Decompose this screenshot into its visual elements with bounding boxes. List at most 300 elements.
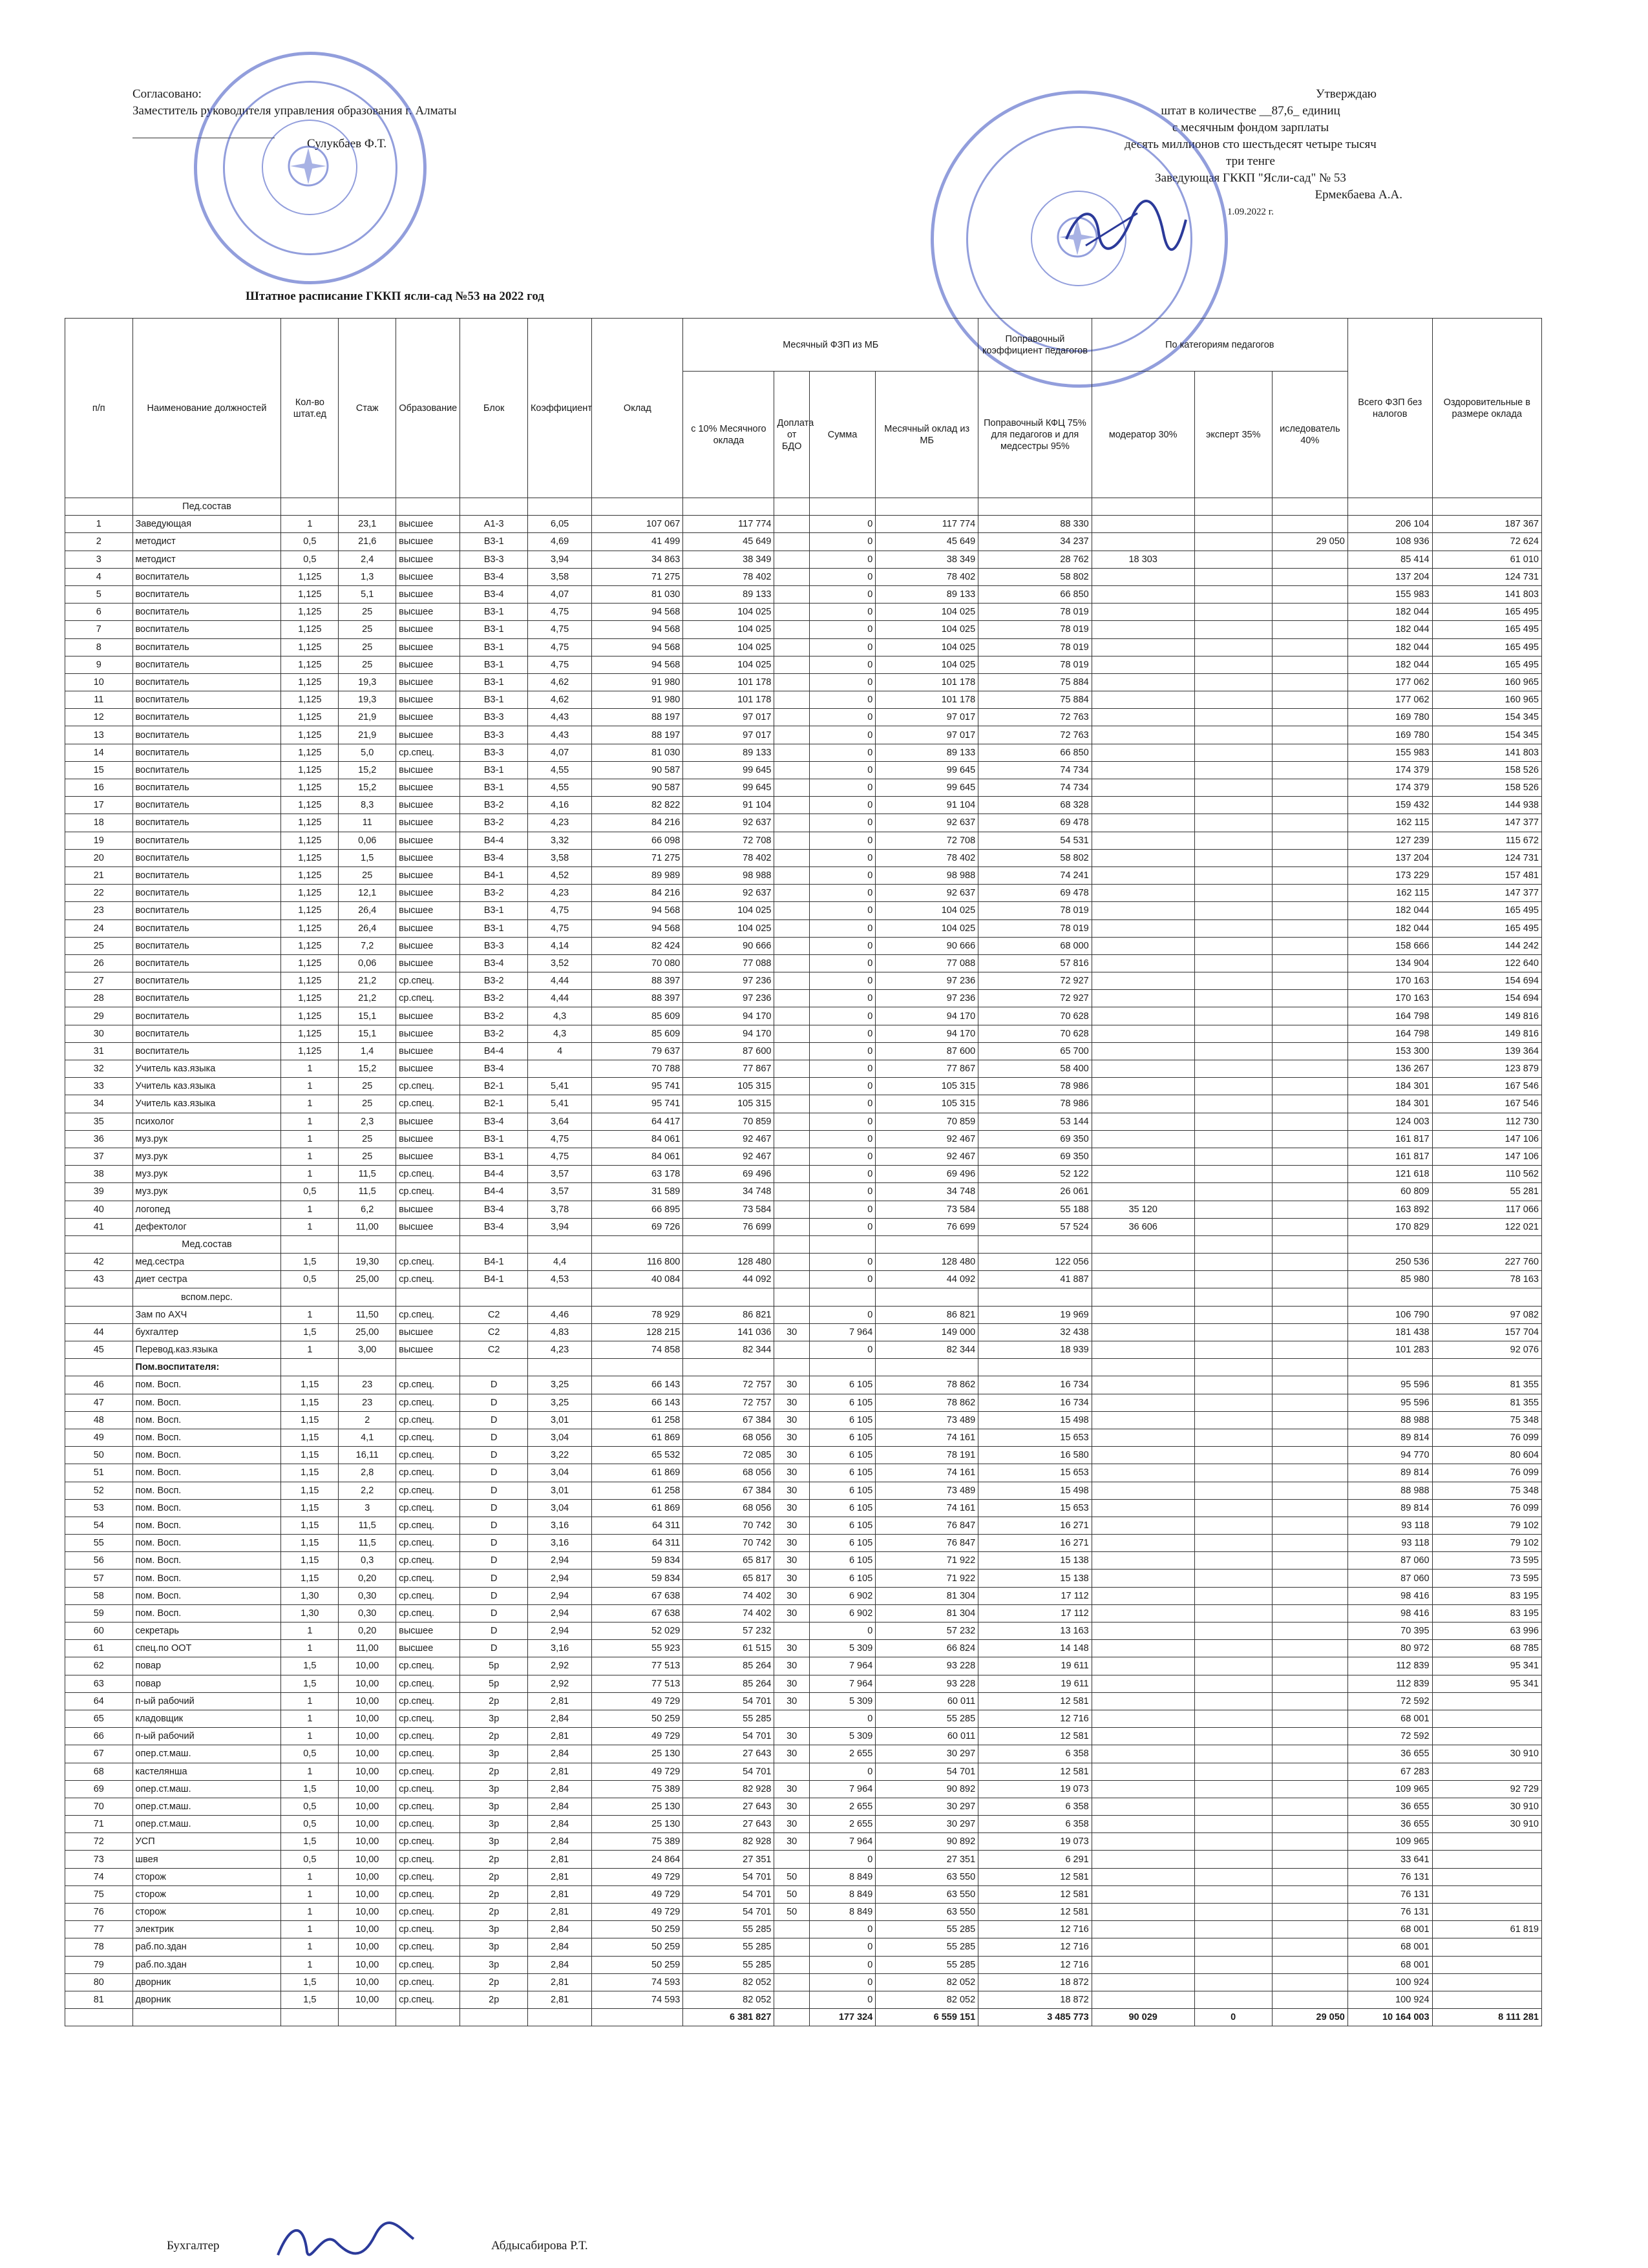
cell: 54 701 <box>683 1868 774 1885</box>
cell: 72 757 <box>683 1394 774 1411</box>
cell: 49 729 <box>592 1885 683 1903</box>
cell: 25 <box>339 1078 396 1095</box>
cell: 49 729 <box>592 1692 683 1710</box>
cell <box>1272 1201 1347 1218</box>
cell: 1 <box>281 1148 339 1165</box>
cell: пом. Восп. <box>132 1535 281 1552</box>
cell: 52 029 <box>592 1622 683 1640</box>
cell: 25 <box>339 604 396 621</box>
cell <box>1092 1306 1194 1323</box>
cell: ср.спец. <box>396 1499 460 1517</box>
cell: 46 <box>65 1376 133 1394</box>
table-row <box>65 1904 1542 1921</box>
cell: 153 300 <box>1347 1042 1432 1060</box>
cell: 0,5 <box>281 1816 339 1833</box>
cell: 2,84 <box>527 1745 591 1763</box>
cell: 19,3 <box>339 673 396 691</box>
cell: 2,92 <box>527 1675 591 1692</box>
cell <box>978 1235 1092 1253</box>
footer-role: Бухгалтер <box>167 2239 220 2252</box>
cell <box>774 1991 809 2008</box>
cell <box>1194 568 1272 585</box>
cell: 0 <box>809 691 875 709</box>
cell: 4,75 <box>527 1148 591 1165</box>
cell: 10,00 <box>339 1675 396 1692</box>
cell <box>1272 1235 1347 1253</box>
cell: 94 770 <box>1347 1447 1432 1464</box>
cell: 14 148 <box>978 1640 1092 1657</box>
cell: 50 259 <box>592 1921 683 1938</box>
cell: высшее <box>396 691 460 709</box>
cell <box>1272 1728 1347 1745</box>
cell: швея <box>132 1851 281 1868</box>
cell: В3-2 <box>460 1025 528 1042</box>
cell: высшее <box>396 919 460 937</box>
cell: 76 699 <box>683 1218 774 1235</box>
cell: 165 495 <box>1432 656 1541 673</box>
cell: 4,69 <box>527 533 591 551</box>
cell: 12 <box>65 709 133 726</box>
cell: 0 <box>809 533 875 551</box>
cell: 93 118 <box>1347 1517 1432 1534</box>
cell: D <box>460 1429 528 1446</box>
cell: пом. Восп. <box>132 1604 281 1622</box>
cell: воспитатель <box>132 568 281 585</box>
cell: 1,125 <box>281 990 339 1007</box>
table-row <box>65 638 1542 656</box>
cell: 57 816 <box>978 954 1092 972</box>
table-row <box>65 1622 1542 1640</box>
col-monthly: Месячный оклад из МБ <box>876 372 978 498</box>
cell: 78 019 <box>978 656 1092 673</box>
cell: 29 <box>65 1007 133 1025</box>
table-row <box>65 1376 1542 1394</box>
cell <box>1194 919 1272 937</box>
cell <box>1194 1763 1272 1780</box>
cell <box>65 2009 133 2026</box>
cell: 6 105 <box>809 1376 875 1394</box>
cell: 10,00 <box>339 1921 396 1938</box>
cell: 2 655 <box>809 1816 875 1833</box>
cell: 1,15 <box>281 1570 339 1587</box>
cell: воспитатель <box>132 902 281 919</box>
cell: 27 351 <box>683 1851 774 1868</box>
cell: 6 105 <box>809 1464 875 1482</box>
cell: 74 402 <box>683 1587 774 1604</box>
cell <box>1272 1323 1347 1341</box>
cell: 88 397 <box>592 972 683 990</box>
cell: 123 879 <box>1432 1060 1541 1078</box>
cell: 36 655 <box>1347 1798 1432 1815</box>
cell <box>1092 691 1194 709</box>
cell: 2,94 <box>527 1587 591 1604</box>
cell <box>1272 1517 1347 1534</box>
cell: 78 163 <box>1432 1271 1541 1288</box>
cell: 49 729 <box>592 1728 683 1745</box>
cell: 61 010 <box>1432 551 1541 568</box>
table-row <box>65 1341 1542 1359</box>
cell <box>774 954 809 972</box>
cell: 74 161 <box>876 1429 978 1446</box>
cell: 1 <box>281 516 339 533</box>
cell <box>1092 1710 1194 1727</box>
cell: 92 467 <box>876 1130 978 1148</box>
cell: 97 236 <box>876 972 978 990</box>
cell: 19,30 <box>339 1254 396 1271</box>
cell <box>1272 990 1347 1007</box>
cell: 2р <box>460 1692 528 1710</box>
table-row <box>65 551 1542 568</box>
cell: 117 774 <box>876 516 978 533</box>
cell: 93 228 <box>876 1657 978 1675</box>
cell: муз.рук <box>132 1130 281 1148</box>
cell: 1 <box>281 1763 339 1780</box>
cell: 105 315 <box>876 1078 978 1095</box>
cell: 12 581 <box>978 1885 1092 1903</box>
cell: 26 <box>65 954 133 972</box>
cell <box>1092 1376 1194 1394</box>
cell: 78 862 <box>876 1394 978 1411</box>
cell: 159 432 <box>1347 797 1432 814</box>
cell: 6 105 <box>809 1570 875 1587</box>
cell: 30 297 <box>876 1745 978 1763</box>
cell: 2,81 <box>527 1868 591 1885</box>
cell: секретарь <box>132 1622 281 1640</box>
cell: В4-1 <box>460 866 528 884</box>
cell: 72 624 <box>1432 533 1541 551</box>
col-block: Блок <box>460 319 528 498</box>
cell: 12 581 <box>978 1692 1092 1710</box>
fund-words-line: десять миллионов сто шестьдесят четыре тысяч <box>1125 138 1377 151</box>
cell: п-ый рабочий <box>132 1728 281 1745</box>
cell <box>774 1042 809 1060</box>
cell: 0 <box>809 673 875 691</box>
table-row <box>65 1042 1542 1060</box>
cell <box>1194 814 1272 832</box>
cell: 154 345 <box>1432 709 1541 726</box>
cell: 1 <box>281 1728 339 1745</box>
cell <box>1272 1060 1347 1078</box>
col-sum: Сумма <box>809 372 875 498</box>
cell <box>774 568 809 585</box>
cell <box>1194 1042 1272 1060</box>
cell <box>876 1359 978 1376</box>
cell: 5р <box>460 1675 528 1692</box>
cell: 92 729 <box>1432 1780 1541 1798</box>
cell: 70 080 <box>592 954 683 972</box>
table-row <box>65 709 1542 726</box>
cell <box>1194 1938 1272 1956</box>
table-row <box>65 990 1542 1007</box>
cell: 7 964 <box>809 1833 875 1851</box>
cell: 97 017 <box>683 709 774 726</box>
cell: 2,94 <box>527 1604 591 1622</box>
total-expert: 0 <box>1194 2009 1272 2026</box>
cell: 78 191 <box>876 1447 978 1464</box>
cell <box>1194 1394 1272 1411</box>
cell: 2 655 <box>809 1745 875 1763</box>
cell: 134 904 <box>1347 954 1432 972</box>
cell: 4,75 <box>527 902 591 919</box>
cell: 90 666 <box>683 937 774 954</box>
cell: 67 <box>65 1745 133 1763</box>
cell: 89 133 <box>876 744 978 761</box>
cell: 1 <box>281 1710 339 1727</box>
cell <box>1194 709 1272 726</box>
cell: 182 044 <box>1347 902 1432 919</box>
cell: высшее <box>396 568 460 585</box>
table-row <box>65 1113 1542 1130</box>
cell <box>1272 1938 1347 1956</box>
cell: ср.спец. <box>396 1816 460 1833</box>
cell: 12 716 <box>978 1921 1092 1938</box>
cell: 1,125 <box>281 919 339 937</box>
cell: 227 760 <box>1432 1254 1541 1271</box>
cell: 6 358 <box>978 1798 1092 1815</box>
cell: 68 056 <box>683 1429 774 1446</box>
cell: 19 073 <box>978 1833 1092 1851</box>
cell: 16 <box>65 779 133 797</box>
cell: ср.спец. <box>396 1921 460 1938</box>
section-label: Мед.состав <box>132 1235 281 1253</box>
cell <box>774 779 809 797</box>
cell: 76 699 <box>876 1218 978 1235</box>
cell: воспитатель <box>132 744 281 761</box>
cell: 57 232 <box>876 1622 978 1640</box>
cell <box>1432 1710 1541 1727</box>
cell <box>1092 1535 1194 1552</box>
cell: муз.рук <box>132 1183 281 1201</box>
cell: 3,00 <box>339 1341 396 1359</box>
cell <box>1194 1798 1272 1815</box>
cell: 28 <box>65 990 133 1007</box>
cell: 1,3 <box>339 568 396 585</box>
cell <box>774 1763 809 1780</box>
cell <box>281 1235 339 1253</box>
cell <box>1272 638 1347 656</box>
cell: В3-1 <box>460 533 528 551</box>
total-kfc: 3 485 773 <box>978 2009 1092 2026</box>
cell: 74 241 <box>978 866 1092 884</box>
cell: воспитатель <box>132 709 281 726</box>
cell <box>1272 885 1347 902</box>
cell: 75 884 <box>978 673 1092 691</box>
cell <box>1272 1254 1347 1271</box>
cell: спец.по ООТ <box>132 1640 281 1657</box>
cell: 141 803 <box>1432 744 1541 761</box>
cell: 27 643 <box>683 1798 774 1815</box>
cell: 3р <box>460 1938 528 1956</box>
cell: В4-1 <box>460 1254 528 1271</box>
cell: дворник <box>132 1991 281 2008</box>
cell: 117 066 <box>1432 1201 1541 1218</box>
cell: 78 402 <box>683 568 774 585</box>
cell <box>1272 1710 1347 1727</box>
cell <box>1194 1956 1272 1973</box>
cell: 0 <box>809 885 875 902</box>
cell: 10,00 <box>339 1885 396 1903</box>
cell <box>592 2009 683 2026</box>
cell <box>1432 1904 1541 1921</box>
cell: 97 236 <box>683 990 774 1007</box>
cell: 104 025 <box>683 902 774 919</box>
cell: 30 <box>774 1570 809 1587</box>
cell: 1,125 <box>281 937 339 954</box>
cell: воспитатель <box>132 691 281 709</box>
cell: 82 822 <box>592 797 683 814</box>
cell: С2 <box>460 1306 528 1323</box>
cell: 25 130 <box>592 1798 683 1815</box>
table-row <box>65 568 1542 585</box>
cell <box>1194 656 1272 673</box>
cell: 70 859 <box>683 1113 774 1130</box>
cell: воспитатель <box>132 638 281 656</box>
cell <box>1092 1130 1194 1148</box>
cell: 79 102 <box>1432 1517 1541 1534</box>
table-row <box>65 1640 1542 1657</box>
table-row <box>65 1868 1542 1885</box>
cell: 0 <box>809 797 875 814</box>
cell: 73 595 <box>1432 1570 1541 1587</box>
cell: 61 258 <box>592 1411 683 1429</box>
director-signature-icon <box>1060 194 1189 265</box>
cell <box>1092 902 1194 919</box>
cell: 80 <box>65 1973 133 1991</box>
cell: 104 025 <box>876 638 978 656</box>
cell: 70 <box>65 1798 133 1815</box>
cell: 94 170 <box>876 1025 978 1042</box>
staffing-table <box>65 318 1542 2026</box>
cell <box>1272 1973 1347 1991</box>
cell: 61 869 <box>592 1499 683 1517</box>
cell <box>1272 1745 1347 1763</box>
cell <box>1194 1973 1272 1991</box>
cell: 1,15 <box>281 1464 339 1482</box>
cell: 64 417 <box>592 1113 683 1130</box>
cell: 98 416 <box>1347 1587 1432 1604</box>
cell: 10,00 <box>339 1657 396 1675</box>
cell: 1,125 <box>281 726 339 744</box>
cell: 76 131 <box>1347 1904 1432 1921</box>
cell: 0 <box>809 1113 875 1130</box>
cell: В3-2 <box>460 797 528 814</box>
cell: 0 <box>809 1622 875 1640</box>
cell: 160 965 <box>1432 691 1541 709</box>
table-row <box>65 1604 1542 1622</box>
cell: 54 701 <box>683 1763 774 1780</box>
table-row <box>65 1429 1542 1446</box>
cell: 12 581 <box>978 1728 1092 1745</box>
cell <box>1194 972 1272 990</box>
cell: 2 <box>339 1411 396 1429</box>
cell: 66 098 <box>592 832 683 849</box>
cell: 78 862 <box>876 1376 978 1394</box>
cell: 0 <box>809 1042 875 1060</box>
cell: 88 397 <box>592 990 683 1007</box>
cell: 54 701 <box>683 1692 774 1710</box>
cell <box>527 1060 591 1078</box>
cell <box>1092 1921 1194 1938</box>
cell: 1,15 <box>281 1394 339 1411</box>
cell <box>527 1235 591 1253</box>
cell: 34 863 <box>592 551 683 568</box>
cell: 55 285 <box>876 1710 978 1727</box>
cell <box>1272 1851 1347 1868</box>
cell <box>132 2009 281 2026</box>
cell <box>1194 1148 1272 1165</box>
cell: 39 <box>65 1183 133 1201</box>
cell: 4,52 <box>527 866 591 884</box>
cell: 76 099 <box>1432 1499 1541 1517</box>
cell: 1,5 <box>281 1323 339 1341</box>
cell: 25 130 <box>592 1816 683 1833</box>
cell: 66 824 <box>876 1640 978 1657</box>
cell: 56 <box>65 1552 133 1570</box>
approve-label: Утверждаю <box>1316 87 1377 101</box>
cell: 54 701 <box>683 1885 774 1903</box>
cell: В3-1 <box>460 604 528 621</box>
cell <box>1194 1851 1272 1868</box>
cell: 0 <box>809 954 875 972</box>
table-row <box>65 1183 1542 1201</box>
cell <box>1092 1780 1194 1798</box>
cell: 41 <box>65 1218 133 1235</box>
cell: В4-4 <box>460 1042 528 1060</box>
cell <box>1432 1763 1541 1780</box>
cell <box>774 2009 809 2026</box>
cell <box>281 2009 339 2026</box>
cell: 38 349 <box>683 551 774 568</box>
cell: 61 258 <box>592 1482 683 1499</box>
table-row <box>65 1060 1542 1078</box>
cell: С2 <box>460 1341 528 1359</box>
table-row <box>65 832 1542 849</box>
cell: 38 <box>65 1166 133 1183</box>
cell: 163 892 <box>1347 1201 1432 1218</box>
cell: В2-1 <box>460 1078 528 1095</box>
cell <box>1194 1306 1272 1323</box>
cell: воспитатель <box>132 990 281 1007</box>
cell: 30 <box>774 1780 809 1798</box>
table-row <box>65 1956 1542 1973</box>
cell: высшее <box>396 709 460 726</box>
cell <box>527 1288 591 1306</box>
cell: 1,5 <box>339 849 396 866</box>
cell: высшее <box>396 1148 460 1165</box>
cell: 21,6 <box>339 533 396 551</box>
cell <box>774 516 809 533</box>
cell: ср.спец. <box>396 1552 460 1570</box>
cell: 30 <box>774 1447 809 1464</box>
cell: воспитатель <box>132 832 281 849</box>
cell: 84 061 <box>592 1130 683 1148</box>
cell: 76 847 <box>876 1517 978 1534</box>
cell: высшее <box>396 1060 460 1078</box>
cell <box>774 1921 809 1938</box>
cell <box>774 1095 809 1113</box>
cell: 88 197 <box>592 726 683 744</box>
cell: 2,8 <box>339 1464 396 1482</box>
cell: 66 895 <box>592 1201 683 1218</box>
cell <box>1272 1991 1347 2008</box>
cell <box>1347 1235 1432 1253</box>
cell: 110 562 <box>1432 1166 1541 1183</box>
cell: 15 653 <box>978 1464 1092 1482</box>
col-stazh: Стаж <box>339 319 396 498</box>
table-row <box>65 1798 1542 1815</box>
col-units: Кол-во штат.ед <box>281 319 339 498</box>
cell: 97 082 <box>1432 1306 1541 1323</box>
